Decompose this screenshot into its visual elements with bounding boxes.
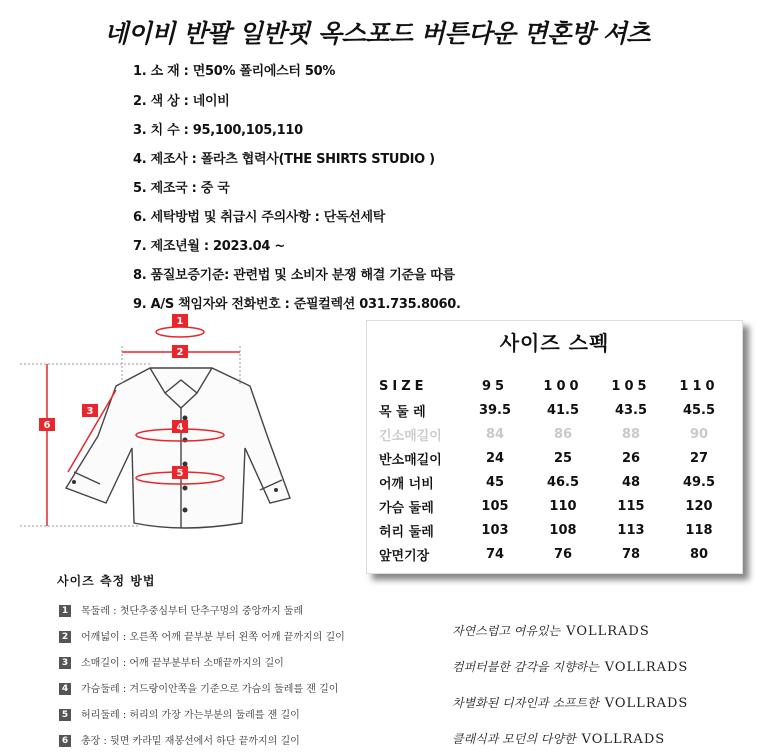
method-item-text: 가슴둘레 : 겨드랑이안쪽을 기준으로 가슴의 둘레를 잰 길이 (81, 684, 339, 695)
size-cell: 49.5 (682, 474, 716, 490)
method-item-number: 4 (59, 683, 71, 695)
size-row-label: 가슴 둘레 (379, 500, 434, 516)
spec-color: 2. 색 상 : 네이비 (133, 94, 230, 109)
spec-manufacturer: 4. 제조사 : 폴라츠 협력사(THE SHIRTS STUDIO ) (133, 152, 435, 167)
size-cell: 27 (689, 450, 709, 466)
size-cell: 39.5 (478, 402, 512, 418)
method-item-number: 2 (59, 631, 71, 643)
size-cell: 105 (481, 498, 509, 514)
size-cell: 48 (621, 474, 641, 490)
method-item-number: 3 (59, 657, 71, 669)
brand-line-name: VOLLRADS (604, 660, 689, 675)
method-item-text: 어깨넓이 : 오른쪽 어깨 끝부분 부터 왼쪽 어깨 끝까지의 길이 (81, 632, 345, 643)
marker-1: 1 (176, 316, 184, 327)
size-cell: 78 (621, 546, 641, 562)
spec-date: 7. 제조년월 : 2023.04 ~ (133, 239, 285, 254)
size-row-label: 어깨 너비 (379, 476, 434, 492)
size-cell: 84 (485, 426, 505, 442)
marker-3: 3 (86, 406, 94, 417)
method-title: 사이즈 측정 방법 (57, 574, 156, 588)
size-row-label: 반소매길이 (379, 452, 442, 468)
brand-line-name: VOLLRADS (581, 732, 666, 747)
method-item-text: 목둘레 : 첫단추중심부터 단추구멍의 중앙까지 둘레 (81, 606, 304, 617)
size-cell: 90 (689, 426, 709, 442)
method-item-number: 1 (59, 605, 71, 617)
size-cell: 80 (689, 546, 709, 562)
size-row-label: 앞면기장 (379, 548, 430, 564)
brand-line-name: VOLLRADS (566, 624, 650, 639)
spec-as-contact: 9. A/S 책임자와 전화번호 : 준필컬렉션 031.735.8060. (133, 297, 461, 312)
marker-2: 2 (176, 347, 184, 358)
size-header-value: 95 (481, 378, 509, 394)
size-row-label: 긴소매길이 (379, 428, 442, 444)
spec-material: 1. 소 재 : 면50% 폴리에스터 50% (133, 64, 336, 79)
brand-line-phrase: 자연스럽고 여유있는 (452, 624, 561, 638)
spec-size: 3. 치 수 : 95,100,105,110 (133, 123, 303, 138)
marker-6: 6 (43, 420, 51, 431)
brand-line (452, 694, 688, 711)
size-cell: 113 (617, 522, 645, 538)
size-header-label: SIZE (379, 378, 428, 394)
method-item (59, 654, 284, 669)
marker-5: 5 (176, 468, 184, 479)
size-row-label: 목 둘 레 (379, 404, 426, 420)
size-row (375, 518, 733, 542)
brand-line-name: VOLLRADS (604, 696, 689, 711)
size-row-label: 허리 둘레 (379, 524, 434, 540)
method-item-number: 5 (59, 709, 71, 721)
size-cell: 45.5 (682, 402, 716, 418)
size-cell: 88 (621, 426, 641, 442)
size-row (375, 494, 733, 518)
marker-4: 4 (176, 422, 184, 433)
size-spec-table (375, 374, 733, 566)
spec-quality: 8. 품질보증기준: 관련법 및 소비자 분쟁 해결 기준을 따름 (133, 268, 455, 283)
size-row (375, 422, 733, 446)
size-header-value: 105 (611, 378, 651, 394)
size-cell: 103 (481, 522, 509, 538)
size-cell: 25 (553, 450, 573, 466)
brand-line-phrase: 클래식과 모던의 다양한 (452, 732, 576, 746)
brand-line (452, 730, 665, 747)
size-cell: 41.5 (546, 402, 580, 418)
spec-country: 5. 제조국 : 중 국 (133, 181, 230, 196)
method-item (59, 732, 300, 747)
method-item-text: 허리둘레 : 허리의 가장 가는부분의 둘레를 잰 길이 (81, 710, 300, 721)
method-item-text: 소매길이 : 어깨 끝부분부터 소매끝까지의 길이 (81, 658, 284, 669)
size-row (375, 542, 733, 566)
shirt-diagram (0, 308, 360, 538)
size-cell: 120 (685, 498, 713, 514)
size-spec-panel (366, 320, 743, 574)
size-header-value: 100 (543, 378, 583, 394)
brand-line-phrase: 컴퍼터블한 감각을 지향하는 (452, 660, 599, 674)
size-cell: 108 (549, 522, 577, 538)
size-cell: 74 (485, 546, 505, 562)
size-cell: 115 (617, 498, 645, 514)
size-cell: 86 (553, 426, 573, 442)
size-cell: 118 (685, 522, 713, 538)
size-header-value: 110 (679, 378, 719, 394)
size-cell: 76 (553, 546, 573, 562)
spec-washing: 6. 세탁방법 및 취급시 주의사항 : 단독선세탁 (133, 210, 386, 225)
brand-line (452, 658, 688, 675)
size-row (375, 446, 733, 470)
size-row (375, 470, 733, 494)
brand-line (452, 622, 650, 639)
brand-line-phrase: 차별화된 디자인과 소프트한 (452, 696, 599, 710)
size-cell: 45 (485, 474, 505, 490)
size-cell: 43.5 (614, 402, 648, 418)
size-cell: 24 (485, 450, 505, 466)
size-cell: 26 (621, 450, 641, 466)
method-item (59, 602, 303, 617)
size-spec-title: 사이즈 스펙 (499, 331, 610, 355)
size-header-row (375, 374, 733, 398)
method-item (59, 680, 338, 695)
page-title: 네이비 반팔 일반핏 옥스포드 버튼다운 면혼방 셔츠 (104, 19, 650, 48)
method-item (59, 706, 300, 721)
method-item (59, 628, 345, 643)
size-row (375, 398, 733, 422)
size-cell: 110 (549, 498, 577, 514)
method-item-text: 총장 : 뒷면 카라밑 재봉선에서 하단 끝까지의 길이 (81, 736, 300, 747)
size-cell: 46.5 (546, 474, 580, 490)
method-item-number: 6 (59, 735, 71, 747)
